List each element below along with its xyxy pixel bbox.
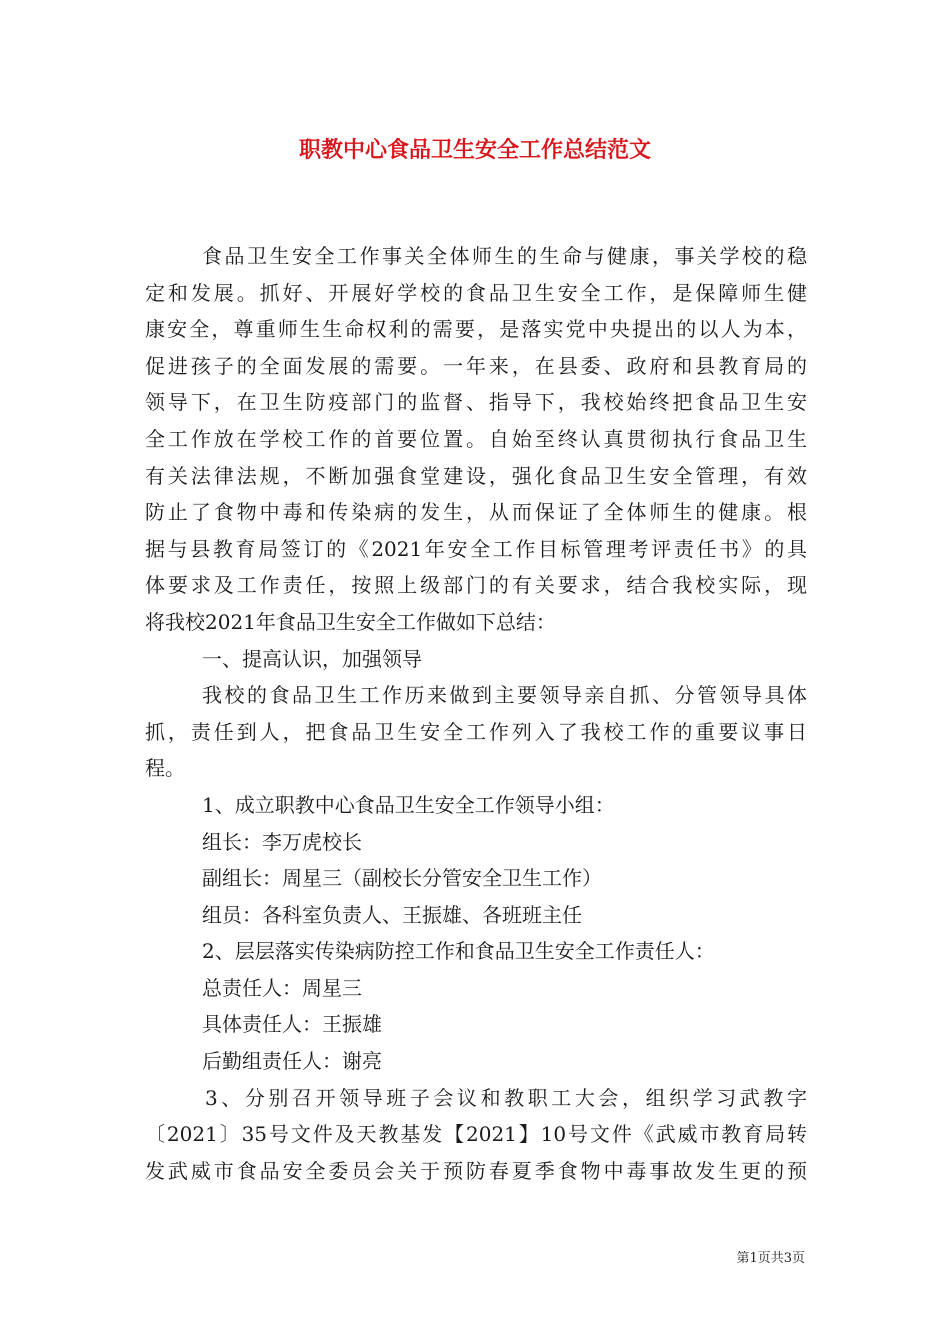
paragraph-line: 康安全，尊重师生生命权利的需要，是落实党中央提出的以人为本， <box>145 317 807 342</box>
paragraph-line: 发武威市食品安全委员会关于预防春夏季食物中毒事故发生更的预 <box>145 1158 807 1183</box>
paragraph-line: 将我校2021年食品卫生安全工作做如下总结： <box>145 609 556 634</box>
list-item: 总责任人：周星三 <box>202 975 362 1000</box>
paragraph-line: 领导下，在卫生防疫部门的监督、指导下，我校始终把食品卫生安 <box>145 390 807 415</box>
list-item: 后勤组责任人：谢亮 <box>202 1049 382 1074</box>
list-item: 组员：各科室负责人、王振雄、各班班主任 <box>202 902 582 927</box>
list-item: 副组长：周星三（副校长分管安全卫生工作） <box>202 866 602 891</box>
paragraph-line: 定和发展。抓好、开展好学校的食品卫生安全工作，是保障师生健 <box>145 280 807 305</box>
document-title: 职教中心食品卫生安全工作总结范文 <box>298 137 651 163</box>
paragraph-line: 我校的食品卫生工作历来做到主要领导亲自抓、分管领导具体 <box>202 683 807 708</box>
list-item: 2、层层落实传染病防控工作和食品卫生安全工作责任人： <box>202 939 715 964</box>
paragraph-line: 〔2021〕35号文件及天教基发【2021】10号文件《武威市教育局转 <box>145 1122 807 1147</box>
section-heading: 一、提高认识，加强领导 <box>202 646 422 671</box>
list-item: 1、成立职教中心食品卫生安全工作领导小组： <box>202 792 615 817</box>
paragraph-line: 防止了食物中毒和传染病的发生，从而保证了全体师生的健康。根 <box>145 500 807 525</box>
page-number: 第1页共3页 <box>736 1251 805 1266</box>
paragraph-line: 促进孩子的全面发展的需要。一年来，在县委、政府和县教育局的 <box>145 353 807 378</box>
paragraph-line: 食品卫生安全工作事关全体师生的生命与健康，事关学校的稳 <box>202 244 807 268</box>
paragraph-line: 程。 <box>145 756 185 781</box>
paragraph-line: 3、分别召开领导班子会议和教职工大会，组织学习武教字 <box>205 1085 807 1110</box>
paragraph-line: 全工作放在学校工作的首要位置。自始至终认真贯彻执行食品卫生 <box>145 426 807 451</box>
list-item: 具体责任人：王振雄 <box>202 1012 382 1037</box>
paragraph-line: 有关法律法规，不断加强食堂建设，强化食品卫生安全管理，有效 <box>145 463 807 488</box>
paragraph-line: 据与县教育局签订的《2021年安全工作目标管理考评责任书》的具 <box>145 536 807 561</box>
list-item: 组长：李万虎校长 <box>202 829 362 854</box>
document-body <box>145 238 807 1189</box>
paragraph-line: 抓，责任到人，把食品卫生安全工作列入了我校工作的重要议事日 <box>145 719 807 744</box>
paragraph-line: 体要求及工作责任，按照上级部门的有关要求，结合我校实际，现 <box>145 573 807 598</box>
